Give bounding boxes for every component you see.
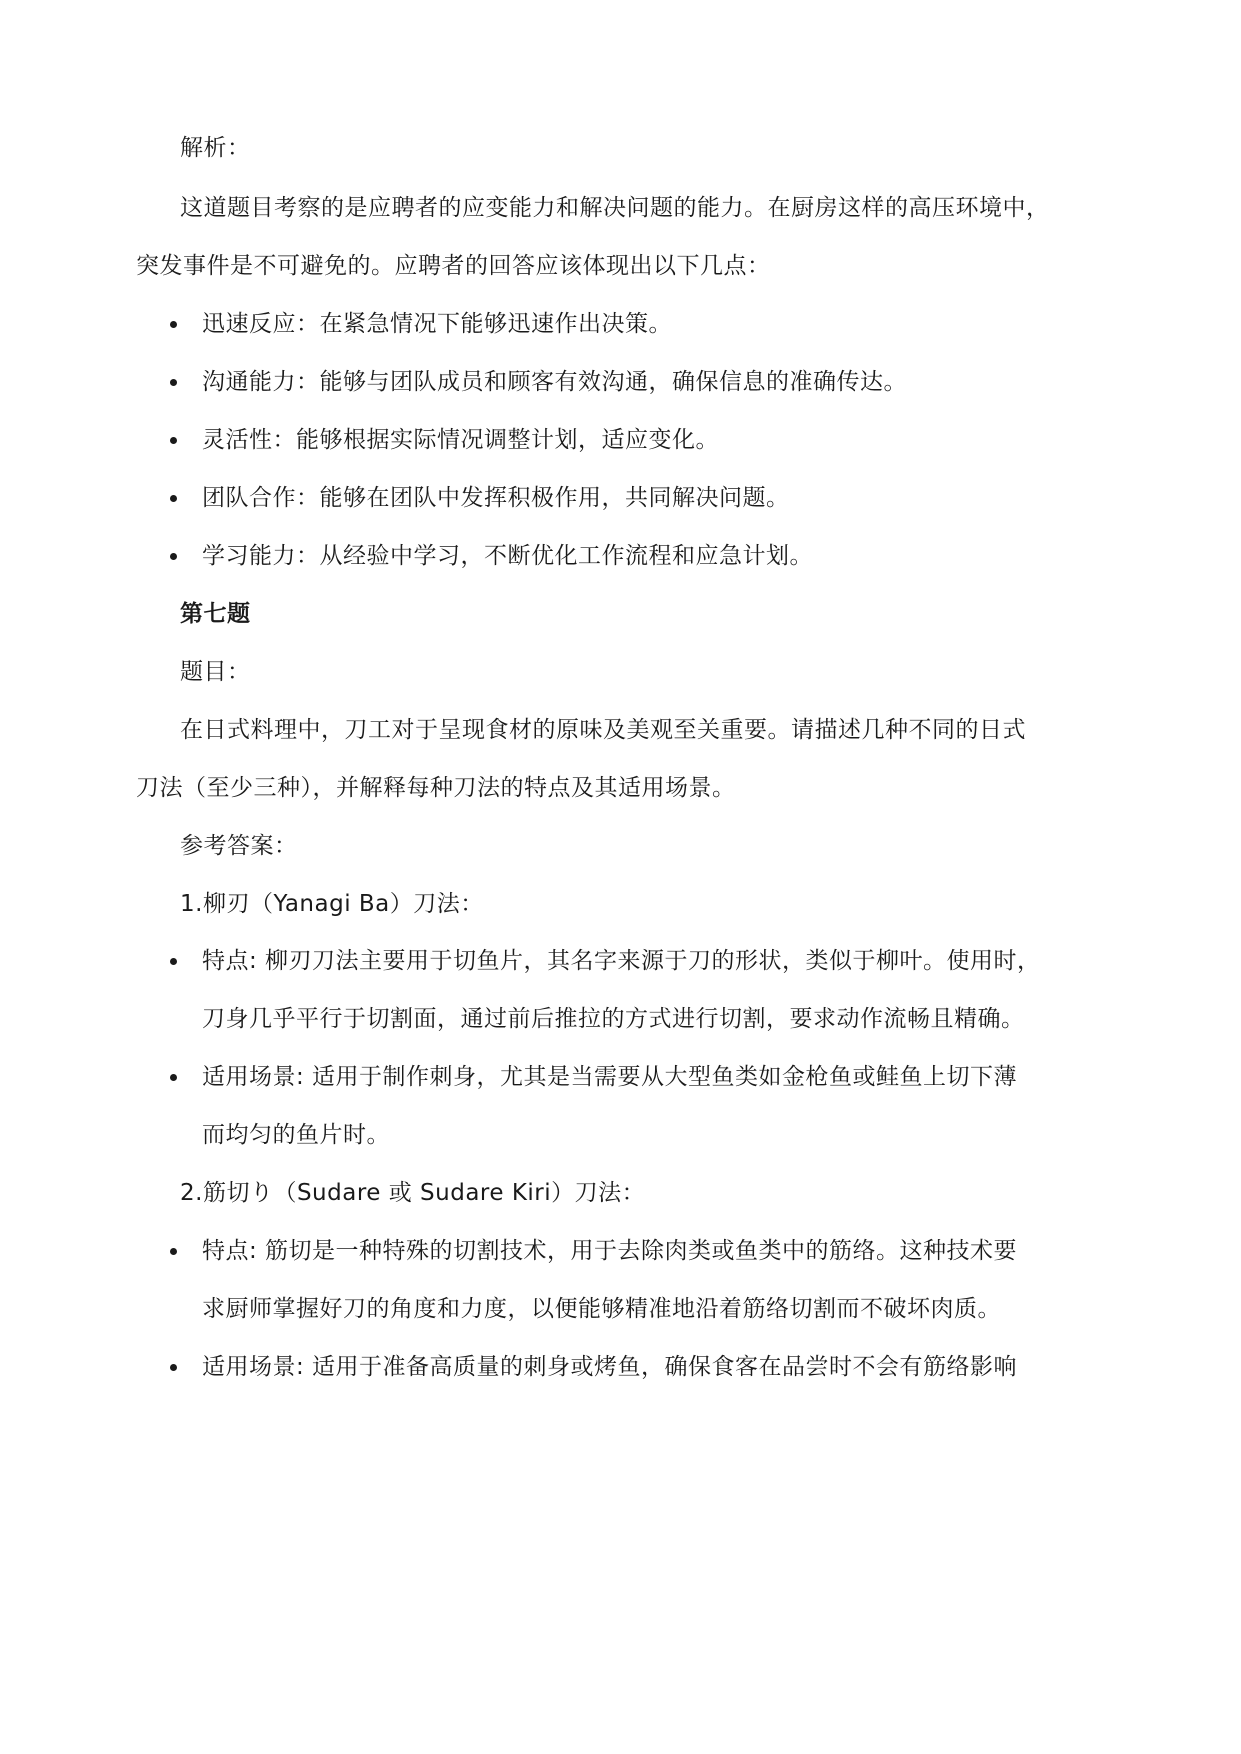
bullet-icon <box>170 1074 177 1081</box>
technique2-feature-line2: 求厨师掌握好刀的角度和力度，以便能够精准地沿着筋络切割而不破坏肉质。 <box>202 1296 1001 1322</box>
analysis-point-text: 灵活性：能够根据实际情况调整计划，适应变化。 <box>202 427 719 453</box>
question-text-line2: 刀法（至少三种），并解释每种刀法的特点及其适用场景。 <box>136 775 736 801</box>
bullet-icon <box>170 495 177 502</box>
technique1-usage-line2: 而均匀的鱼片时。 <box>202 1122 390 1148</box>
analysis-point-text: 团队合作：能够在团队中发挥积极作用，共同解决问题。 <box>202 485 790 511</box>
answer-label: 参考答案： <box>180 833 298 859</box>
analysis-label: 解析： <box>180 135 251 161</box>
question-label: 题目： <box>180 659 251 685</box>
analysis-point-text: 沟通能力：能够与团队成员和顾客有效沟通，确保信息的准确传达。 <box>202 369 907 395</box>
bullet-icon <box>170 1364 177 1371</box>
bullet-icon <box>170 437 177 444</box>
question-heading: 第七题 <box>180 601 251 627</box>
analysis-intro-line2: 突发事件是不可避免的。应聘者的回答应该体现出以下几点： <box>136 253 771 279</box>
technique1-feature-line1: 特点: 柳刃刀法主要用于切鱼片，其名字来源于刀的形状，类似于柳叶。使用时， <box>202 948 1041 974</box>
bullet-icon <box>170 553 177 560</box>
technique1-feature-line2: 刀身几乎平行于切割面，通过前后推拉的方式进行切割，要求动作流畅且精确。 <box>202 1006 1025 1032</box>
analysis-point-text: 学习能力：从经验中学习，不断优化工作流程和应急计划。 <box>202 543 813 569</box>
bullet-icon <box>170 321 177 328</box>
question-text-line1: 在日式料理中，刀工对于呈现食材的原味及美观至关重要。请描述几种不同的日式 <box>180 717 1026 743</box>
technique2-usage-line1: 适用场景: 适用于准备高质量的刺身或烤鱼，确保食客在品尝时不会有筋络影响 <box>202 1354 1018 1380</box>
bullet-icon <box>170 958 177 965</box>
technique2-feature-line1: 特点: 筋切是一种特殊的切割技术，用于去除肉类或鱼类中的筋络。这种技术要 <box>202 1238 1018 1264</box>
technique1-title: 1.柳刃（Yanagi Ba）刀法： <box>180 891 484 917</box>
bullet-icon <box>170 1248 177 1255</box>
analysis-point-text: 迅速反应：在紧急情况下能够迅速作出决策。 <box>202 311 672 337</box>
technique1-usage-line1: 适用场景: 适用于制作刺身，尤其是当需要从大型鱼类如金枪鱼或鲑鱼上切下薄 <box>202 1064 1018 1090</box>
bullet-icon <box>170 379 177 386</box>
technique2-title: 2.筋切り（Sudare 或 Sudare Kiri）刀法： <box>180 1180 646 1206</box>
analysis-intro-line1: 这道题目考察的是应聘者的应变能力和解决问题的能力。在厨房这样的高压环境中， <box>180 195 1050 221</box>
